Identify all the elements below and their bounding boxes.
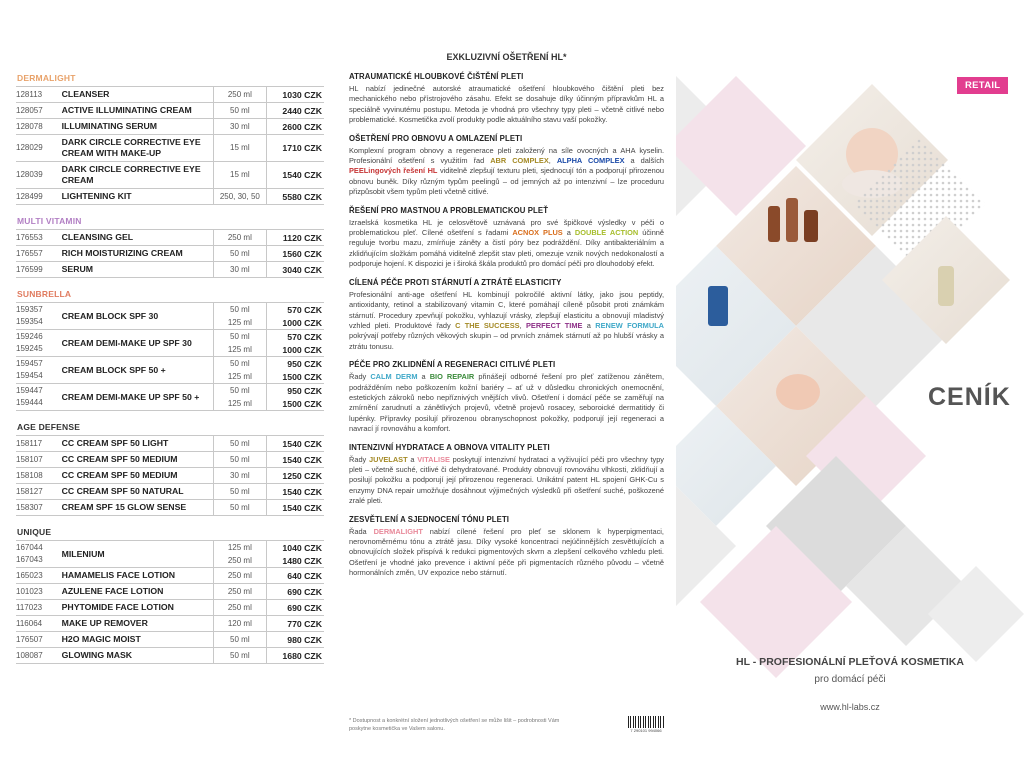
product-name: MILENIUM: [54, 541, 214, 567]
product-code: 128078: [16, 121, 43, 131]
product-name: CREAM SPF 15 GLOW SENSE: [54, 500, 214, 515]
treatments-list: [349, 72, 664, 579]
product-code: 165023: [16, 570, 43, 580]
product-code: 159454: [16, 371, 43, 380]
treatment-title: ATRAUMATICKÉ HLOUBKOVÉ ČIŠTĚNÍ PLETI: [349, 72, 524, 81]
product-volume: 30 ml: [230, 470, 250, 480]
barcode: [628, 716, 664, 734]
product-row: [16, 119, 324, 135]
treatment-block: [349, 278, 664, 352]
product-name: CLEANSING GEL: [54, 230, 214, 245]
retail-badge: RETAIL: [957, 77, 1008, 94]
product-code: 158127: [16, 486, 43, 496]
treatment-text: [349, 527, 664, 579]
section-heading: UNIQUE: [17, 527, 52, 537]
product-price: 1540 CZK: [282, 486, 323, 497]
price-table: [16, 86, 324, 205]
product-line-name: JUVELAST: [369, 454, 408, 464]
product-row: [16, 330, 324, 357]
treatment-text: [349, 218, 664, 270]
product-code: 158107: [16, 454, 43, 464]
product-line-name: VITALISE: [417, 454, 450, 464]
text-run: viditelně zlepšují texturu pleti, sjednocují tón a podporují přirozenou obnovu buněk. Díky různým typům peelingů – od jemných až po intenzivní – lze proceduru přizpůsobit všem typům pleti včetně citlivé.: [349, 166, 664, 197]
treatment-text: [349, 372, 664, 434]
product-line-name: RENEW FORMULA: [595, 320, 665, 330]
product-code: 159447: [16, 386, 43, 395]
product-name: H2O MAGIC MOIST: [54, 632, 214, 647]
product-row: [16, 103, 324, 119]
product-price: 2440 CZK: [282, 105, 323, 116]
product-row: [16, 229, 324, 246]
text-run: ,: [548, 156, 557, 166]
text-run: a dalších: [624, 156, 665, 166]
product-volume: 50 ml: [230, 650, 250, 660]
product-price: 1120 CZK: [282, 232, 323, 243]
product-row: [16, 162, 324, 189]
text-run: pokrývají potřeby různých věkových skupin – od prvních známek stárnutí až po hlubší vrásky a ztrátu tonusu.: [349, 331, 664, 351]
product-volume: 125 ml: [227, 371, 252, 381]
product-code: 167043: [16, 555, 43, 564]
product-code: 116064: [16, 618, 43, 628]
text-run: Izraelská kosmetika HL je celosvětově uznávaná pro své špičkové výsledky v péči o problematickou pleť. Cílené ošetření s řadami: [349, 217, 664, 238]
product-line-name: PEELingových řešení HL: [349, 166, 438, 176]
product-line-name: PERFECT TIME: [525, 320, 583, 330]
text-run: a: [407, 454, 418, 464]
brand-line: HL - PROFESIONÁLNÍ PLEŤOVÁ KOSMETIKA: [736, 656, 964, 668]
product-code: 176557: [16, 248, 43, 258]
product-price: 1500 CZK: [282, 398, 323, 409]
product-price: 950 CZK: [287, 358, 323, 369]
product-row: [16, 484, 324, 500]
product-volume: 50 ml: [230, 248, 250, 258]
product-name: ILLUMINATING SERUM: [54, 119, 214, 134]
product-row: [16, 435, 324, 452]
product-price: 980 CZK: [287, 634, 323, 645]
product-volume: 125 ml: [227, 398, 252, 408]
product-row: [16, 302, 324, 330]
product-code: 117023: [16, 602, 43, 612]
text-run: Řady: [349, 454, 369, 464]
price-table: [16, 540, 324, 664]
product-volume: 50 ml: [230, 438, 250, 448]
product-row: [16, 189, 324, 205]
price-table: [16, 229, 324, 278]
product-row: [16, 86, 324, 103]
product-name: CREAM DEMI-MAKE UP SPF 30: [54, 330, 214, 356]
brand-subtitle: pro domácí péči: [814, 674, 886, 685]
product-price: 950 CZK: [287, 385, 323, 396]
product-name: CREAM DEMI-MAKE UP SPF 50 +: [54, 384, 214, 410]
product-volume: 50 ml: [230, 105, 250, 115]
product-price: 1250 CZK: [282, 470, 323, 481]
product-row: [16, 616, 324, 632]
text-run: a: [417, 372, 430, 382]
barcode-bars: [628, 716, 664, 728]
product-price: 1000 CZK: [282, 317, 323, 328]
section-heading: SUNBRELLA: [17, 289, 72, 299]
product-name: SERUM: [54, 262, 214, 277]
spa-face-icon: [776, 374, 820, 410]
product-volume: 250, 30, 50: [219, 191, 260, 201]
text-run: ,: [519, 320, 526, 330]
product-volume: 50 ml: [230, 358, 250, 368]
treatment-block: [349, 206, 664, 270]
product-row: [16, 452, 324, 468]
product-name: CC CREAM SPF 50 MEDIUM: [54, 468, 214, 483]
product-code: 176553: [16, 232, 43, 242]
product-name: ACTIVE ILLUMINATING CREAM: [54, 103, 214, 118]
product-volume: 250 ml: [227, 555, 252, 565]
product-code: 101023: [16, 586, 43, 596]
treatment-text: [349, 290, 664, 352]
product-code: 159444: [16, 398, 43, 407]
price-table: [16, 435, 324, 516]
product-line-name: ABR COMPLEX: [490, 156, 549, 166]
text-run: a: [582, 320, 596, 330]
product-volume: 125 ml: [227, 542, 252, 552]
product-price: 1000 CZK: [282, 344, 323, 355]
product-price: 2600 CZK: [282, 121, 323, 132]
product-name: DARK CIRCLE CORRECTIVE EYE CREAM: [54, 162, 214, 188]
treatment-text: [349, 84, 664, 126]
product-code: 128029: [16, 143, 43, 152]
product-row: [16, 468, 324, 484]
product-code: 159246: [16, 332, 43, 341]
text-run: přinášejí odborné řešení pro pleť zatíženou zánětem, podrážděním nebo poškozením kožní bariéry – ať už v důsledku chronických onemocnění, estetických zákroků nebo nepříznivých vnějších vlivů. Ošetření i domácí péče se zaměřují na zmírnění zarudnutí a zánětlivých projevů, včetně projevů rosacey, seboroické dermatitidy či lupénky. Přípravky posilují přirozenou obranyschopnost pokožky, podporují její regeneraci a navrací jí rovnováhu a komfort.: [349, 372, 665, 434]
section-heading: AGE DEFENSE: [17, 422, 81, 432]
product-volume: 120 ml: [227, 618, 252, 628]
product-name: CC CREAM SPF 50 LIGHT: [54, 436, 214, 451]
product-code: 108087: [16, 650, 43, 660]
product-line-name: ACNOX PLUS: [512, 228, 563, 238]
text-run: Profesionální anti-age ošetření HL kombinují pokročilé aktivní látky, jako jsou peptidy, antioxidanty, retinol a stabilizovaný vitamin C, které pomáhají cíleně působit proti známkám stárnutí. Procedury zpevňují pokožku, vyhlazují vrásky, zlepšují elasticitu a obnovují mladistvý vzhled pleti. Produktové řady: [349, 289, 664, 330]
product-volume: 30 ml: [230, 121, 250, 131]
product-volume: 250 ml: [227, 602, 252, 612]
treatment-block: [349, 515, 664, 579]
treatment-title: OŠETŘENÍ PRO OBNOVU A OMLAZENÍ PLETI: [349, 133, 523, 143]
product-price: 770 CZK: [287, 618, 323, 629]
product-code: 176507: [16, 634, 43, 644]
text-run: HL nabízí jedinečné autorské atraumatické ošetření hloubkového čištění pleti bez mechanického nebo přístrojového zásahu. Efekt se dosahuje díky účinným přípravkům HL a speciálně vyvinutému postupu. Metoda je vhodná pro všechny typy pleti – včetně citlivé nebo problematické. Kosmetička zvolí produkty podle aktuálního stavu vaší pokožky.: [349, 84, 664, 125]
product-row: [16, 384, 324, 411]
treatment-text: [349, 455, 664, 507]
product-line-name: ALPHA COMPLEX: [556, 156, 625, 166]
treatment-block: [349, 443, 664, 507]
section-heading: DERMALIGHT: [17, 73, 76, 83]
product-line-name: C THE SUCCESS: [455, 320, 520, 330]
product-volume: 250 ml: [227, 89, 252, 99]
product-volume: 250 ml: [227, 586, 252, 596]
product-row: [16, 600, 324, 616]
text-run: Řady: [349, 372, 371, 382]
product-volume: 50 ml: [230, 331, 250, 341]
product-code: 159357: [16, 305, 43, 314]
product-code: 128499: [16, 191, 43, 201]
product-row: [16, 357, 324, 384]
serum-bottle-icon: [708, 286, 728, 326]
text-run: účinně reguluje tvorbu mazu, zmírňuje záněty a čistí póry bez podráždění. Díky antibakteriálním a zklidňujícím složkám pomáhá viditelně zlepšit stav pleti, omezuje vznik nových nedokonalostí a podporuje hojení. K dispozici je i široká škála produktů pro domácí péči pro dlouhodobý efekt.: [349, 228, 665, 269]
product-price: 690 CZK: [287, 586, 323, 597]
product-price: 570 CZK: [287, 331, 323, 342]
product-name: LIGHTENING KIT: [54, 189, 214, 204]
product-name: CC CREAM SPF 50 MEDIUM: [54, 452, 214, 467]
product-code: 159457: [16, 359, 43, 368]
product-volume: 125 ml: [227, 344, 252, 354]
product-row: [16, 584, 324, 600]
product-volume: 15 ml: [230, 170, 250, 179]
text-run: a: [562, 228, 575, 238]
treatment-title: PÉČE PRO ZKLIDNĚNÍ A REGENERACI CITLIVÉ PLETI: [349, 360, 556, 370]
product-volume: 50 ml: [230, 304, 250, 314]
footnote: * Dostupnost a konkrétní složení jednotlivých ošetření se může lišit – podrobnosti Vám poskytne kosmetička ve Vašem salonu.: [349, 718, 560, 732]
product-code: 128039: [16, 170, 43, 179]
product-price: 1710 CZK: [282, 143, 323, 153]
product-volume: 125 ml: [227, 317, 252, 327]
treatment-block: [349, 134, 664, 198]
product-name: GLOWING MASK: [54, 648, 214, 663]
product-row: [16, 135, 324, 162]
treatments-heading: EXKLUZIVNÍ OŠETŘENÍ HL*: [446, 52, 567, 62]
text-run: Komplexní program obnovy a regenerace pleti založený na síle ovocných a AHA kyselin. Profesionální ošetření s využitím řad: [349, 145, 664, 166]
cenik-title: CENÍK: [928, 383, 1011, 411]
product-price: 5580 CZK: [282, 191, 323, 202]
product-price: 570 CZK: [287, 304, 323, 315]
product-row: [16, 540, 324, 568]
text-run: Řada: [349, 526, 374, 536]
product-name: CREAM BLOCK SPF 30: [54, 303, 214, 329]
treatment-block: [349, 360, 664, 434]
treatment-text: [349, 146, 664, 198]
product-price: 690 CZK: [287, 602, 323, 613]
product-price: 1040 CZK: [282, 542, 323, 553]
product-price: 640 CZK: [287, 570, 323, 581]
product-row: [16, 262, 324, 278]
product-code: 159354: [16, 317, 43, 326]
product-name: RICH MOISTURIZING CREAM: [54, 246, 214, 261]
treatment-title: ZESVĚTLENÍ A SJEDNOCENÍ TÓNU PLETI: [349, 514, 510, 524]
product-row: [16, 648, 324, 664]
product-price: 1540 CZK: [282, 170, 323, 180]
treatments-column: [349, 52, 664, 587]
bottle-icon: [768, 206, 780, 242]
price-list: [16, 62, 324, 664]
product-line-name: BIO REPAIR: [429, 372, 475, 382]
product-row: [16, 246, 324, 262]
product-name: MAKE UP REMOVER: [54, 616, 214, 631]
product-price: 1480 CZK: [282, 555, 323, 566]
text-run: nabízí cílené řešení pro pleť se sklonem k hyperpigmentaci, nerovnoměrnému tónu a ztrátě jasu. Díky vysoké koncentraci nejúčinnějších zesvětlujících a obnovujících složek přispívá k redukci pigmentových skvrn a zlepšení celkového vzhledu pleti. Ošetření je vhodné jako prevence i aktivní péče při pigmentacích různého původu – včetně hormonálních změn, UV expozice nebo stárnutí.: [349, 526, 664, 578]
product-code: 158117: [16, 438, 43, 448]
treatment-block: [349, 72, 664, 126]
product-code: 159245: [16, 344, 43, 353]
product-volume: 50 ml: [230, 502, 250, 512]
product-code: 158307: [16, 502, 43, 512]
product-line-name: CALM DERM: [370, 372, 418, 382]
product-volume: 50 ml: [230, 486, 250, 496]
product-volume: 250 ml: [227, 570, 252, 580]
product-volume: 250 ml: [227, 232, 252, 242]
product-name: CREAM BLOCK SPF 50 +: [54, 357, 214, 383]
barcode-number: 7 290101 994066: [630, 728, 662, 733]
product-price: 3040 CZK: [282, 264, 323, 275]
product-code: 128057: [16, 105, 43, 115]
product-name: CC CREAM SPF 50 NATURAL: [54, 484, 214, 499]
product-row: [16, 632, 324, 648]
product-code: 167044: [16, 543, 43, 552]
product-volume: 50 ml: [230, 385, 250, 395]
product-name: PHYTOMIDE FACE LOTION: [54, 600, 214, 615]
product-volume: 30 ml: [230, 264, 250, 274]
product-price: 1030 CZK: [282, 89, 323, 100]
treatment-title: INTENZIVNÍ HYDRATACE A OBNOVA VITALITY PLETI: [349, 442, 550, 452]
product-name: HAMAMELIS FACE LOTION: [54, 568, 214, 583]
product-name: CLEANSER: [54, 87, 214, 102]
product-price: 1540 CZK: [282, 502, 323, 513]
product-price: 1680 CZK: [282, 650, 323, 661]
product-name: DARK CIRCLE CORRECTIVE EYE CREAM WITH MAKE-UP: [54, 135, 214, 161]
product-code: 158108: [16, 470, 43, 480]
product-line-name: DERMALIGHT: [373, 526, 423, 536]
product-name: AZULENE FACE LOTION: [54, 584, 214, 599]
product-volume: 50 ml: [230, 634, 250, 644]
section-heading: MULTI VITAMIN: [17, 216, 82, 226]
product-line-name: DOUBLE ACTION: [574, 228, 639, 238]
product-volume: 15 ml: [230, 143, 250, 152]
product-price: 1560 CZK: [282, 248, 323, 259]
product-price: 1500 CZK: [282, 371, 323, 382]
treatment-title: CÍLENÁ PÉČE PROTI STÁRNUTÍ A ZTRÁTĚ ELASTICITY: [349, 277, 562, 287]
product-row: [16, 500, 324, 516]
product-price: 1540 CZK: [282, 438, 323, 449]
product-code: 128113: [16, 89, 43, 99]
product-price: 1540 CZK: [282, 454, 323, 465]
price-table: [16, 302, 324, 411]
product-code: 176599: [16, 264, 43, 274]
website-link[interactable]: www.hl-labs.cz: [820, 702, 880, 712]
treatment-title: ŘEŠENÍ PRO MASTNOU A PROBLEMATICKOU PLEŤ: [349, 205, 549, 215]
product-row: [16, 568, 324, 584]
text-run: poskytují intenzivní hydrataci a vyživující péči pro všechny typy pleti – včetně suché, citlivé či dehydratované. Produkty obnovují rovnováhu vlhkosti, zklidňují a posilují pokožku a podporují její přirozenou regeneraci. Unikátní patent HL spojení GHK-Cu s enzymy DNA repair umožňuje dosáhnout výjimečných výsledků při ošetření suché, poškozené zralé pleti.: [349, 454, 664, 506]
product-volume: 50 ml: [230, 454, 250, 464]
